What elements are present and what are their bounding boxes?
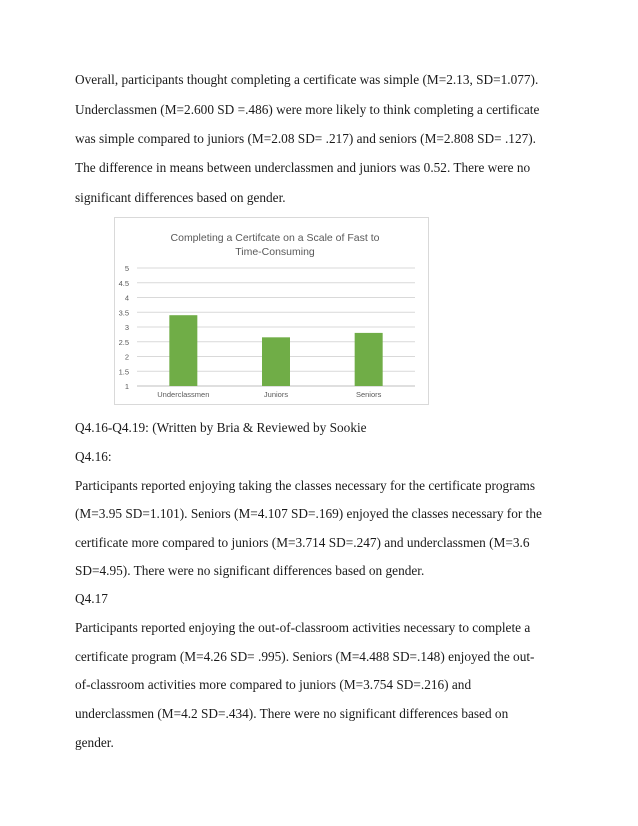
q416-line-4: SD=4.95). There were no significant differences based on gender. <box>75 563 425 578</box>
chart-title-line-2: Time-Consuming <box>235 246 315 258</box>
bar-chart <box>114 217 429 405</box>
q417-label: Q4.17 <box>75 591 108 606</box>
q416-line-3: certificate more compared to juniors (M=3.714 SD=.247) and underclassmen (M=3.6 <box>75 535 530 550</box>
y-tick-label: 3.5 <box>118 308 129 318</box>
intro-line-1: Overall, participants thought completing a certificate was simple (M=2.13, SD=1.077). <box>75 72 539 87</box>
y-tick-label: 1.5 <box>118 367 129 377</box>
intro-line-5: significant differences based on gender. <box>75 190 286 205</box>
y-tick-label: 2.5 <box>118 337 129 347</box>
intro-line-3: was simple compared to juniors (M=2.08 SD= .217) and seniors (M=2.808 SD= .127). <box>75 131 536 146</box>
bar-underclassmen <box>169 315 197 386</box>
y-tick-label: 4.5 <box>118 278 129 288</box>
bar-seniors <box>355 333 383 386</box>
x-category-label: Seniors <box>355 390 382 399</box>
chart-title-line-1: Completing a Certifcate on a Scale of Fast to <box>170 232 380 244</box>
y-tick-label: 4 <box>124 293 129 303</box>
intro-line-2: Underclassmen (M=2.600 SD =.486) were more likely to think completing a certificate <box>75 102 540 117</box>
chart-x-labels <box>157 390 381 399</box>
intro-line-4: The difference in means between underclassmen and juniors was 0.52. There were no <box>75 160 531 175</box>
q416-line-2: (M=3.95 SD=1.101). Seniors (M=4.107 SD=.169) enjoyed the classes necessary for the <box>75 506 542 521</box>
section-heading: Q4.16-Q4.19: (Written by Bria & Reviewed by Sookie <box>75 420 367 435</box>
chart-y-ticks <box>119 264 129 391</box>
q417-line-1: Participants reported enjoying the out-of-classroom activities necessary to complete a <box>75 620 531 635</box>
y-tick-label: 5 <box>124 264 129 273</box>
chart-bars <box>169 315 382 386</box>
bar-juniors <box>262 337 290 386</box>
q416-line-1: Participants reported enjoying taking the classes necessary for the certificate programs <box>75 478 536 493</box>
chart-canvas <box>115 218 428 404</box>
q417-line-4: underclassmen (M=4.2 SD=.434). There were no significant differences based on <box>75 706 509 721</box>
y-tick-label: 3 <box>124 323 129 332</box>
y-tick-label: 1 <box>124 382 129 391</box>
q417-line-2: certificate program (M=4.26 SD= .995). Seniors (M=4.488 SD=.148) enjoyed the out- <box>75 649 535 664</box>
x-category-label: Underclassmen <box>157 390 210 399</box>
q417-line-3: of-classroom activities more compared to juniors (M=3.754 SD=.216) and <box>75 677 472 692</box>
x-category-label: Juniors <box>263 390 289 399</box>
q417-line-5: gender. <box>75 735 114 750</box>
y-tick-label: 2 <box>124 352 129 362</box>
q416-label: Q4.16: <box>75 449 112 464</box>
